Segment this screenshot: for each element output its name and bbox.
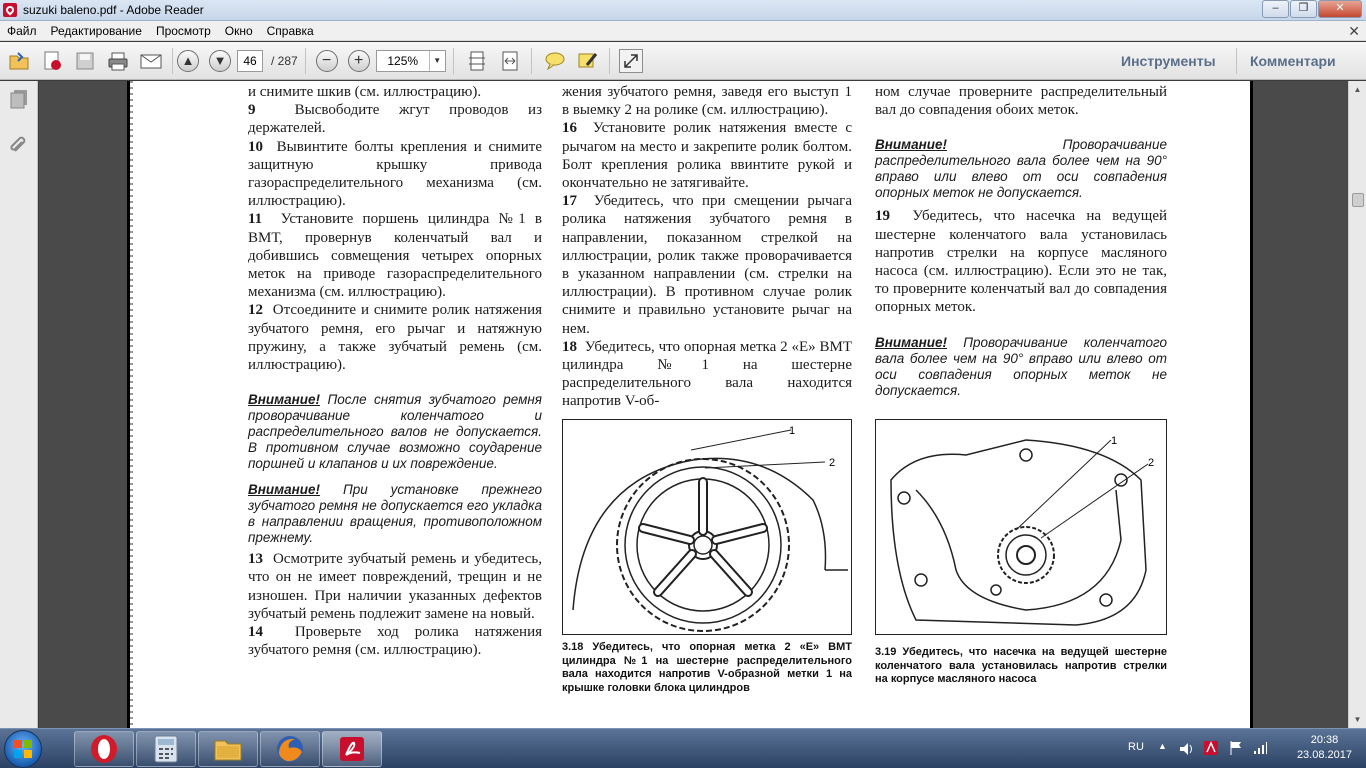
vertical-scrollbar[interactable] xyxy=(1348,81,1366,728)
close-document-icon[interactable]: ✕ xyxy=(1348,23,1360,39)
zoom-select[interactable] xyxy=(376,50,446,72)
scroll-up-icon[interactable]: ▲ xyxy=(1353,85,1362,94)
show-hidden-icons-icon[interactable]: ▲ xyxy=(1158,741,1167,751)
folder-icon xyxy=(213,736,243,762)
text-column-2 xyxy=(562,83,852,411)
warning-note: Внимание! При установке прежнего зубчатого ремня не допускается его укладка в направлении вращения, противоположном прежнему. xyxy=(248,482,542,546)
page-scan-dots xyxy=(130,81,133,728)
fit-page-icon xyxy=(467,50,487,72)
email-button[interactable] xyxy=(137,47,165,75)
menu-help[interactable]: Справка xyxy=(266,23,314,38)
figure-caption: 3.18 Убедитесь, что опорная метка 2 «Е» ВМТ цилиндра №1 на шестерне распределительного вала находится напротив V-образной метки 1 на крышке головки блока цилиндров xyxy=(562,641,852,694)
print-button[interactable] xyxy=(104,47,132,75)
warning-note: Внимание! Проворачивание распределительного вала более чем на 90° вправо или влево от оси совпадения опорных меток не допускается. xyxy=(875,137,1167,201)
window-controls xyxy=(1262,0,1362,18)
scroll-thumb[interactable] xyxy=(1352,193,1364,207)
figure-3-19 xyxy=(875,419,1167,635)
highlight-button[interactable] xyxy=(574,47,602,75)
arrow-up-icon: ▲ xyxy=(181,53,195,68)
system-clock[interactable] xyxy=(1297,733,1352,763)
full-screen-button[interactable] xyxy=(619,49,643,73)
start-button[interactable] xyxy=(4,730,42,768)
paragraph: и снимите шкив (см. иллюстрацию). xyxy=(248,84,482,100)
taskbar-explorer[interactable] xyxy=(198,731,258,767)
spacer xyxy=(248,374,542,392)
zoom-out-button[interactable] xyxy=(316,50,338,72)
paragraph: 18 Убедитесь, что опорная метка 2 «Е» ВМТ цилиндра №1 на шестерне распределительного вала находится напротив V-об- xyxy=(562,338,853,410)
opera-icon xyxy=(89,734,119,764)
print-icon xyxy=(107,51,129,71)
figure-caption: 3.19 Убедитесь, что насечка на ведущей шестерне коленчатого вала установилась напротив стрелки на корпусе масляного насоса xyxy=(875,646,1167,685)
toolbar-separator xyxy=(1236,48,1237,74)
fit-width-icon xyxy=(499,50,521,72)
clock-date: 23.08.2017 xyxy=(1296,749,1352,761)
toolbar-separator xyxy=(305,48,306,74)
window-titlebar xyxy=(0,0,1366,21)
text-column-3 xyxy=(875,83,1167,399)
open-folder-icon xyxy=(8,51,30,71)
adobe-update-icon[interactable] xyxy=(1203,740,1219,756)
spacer xyxy=(875,119,1167,137)
paragraph: ном случае проверните распределительный вал до совпадения обоих меток. xyxy=(875,84,1167,119)
taskbar-adobe-reader[interactable] xyxy=(322,731,382,767)
page-number-input[interactable]: 46 xyxy=(237,50,263,72)
mail-icon xyxy=(140,52,162,70)
paragraph: жения зубчатого ремня, заведя его выступ 1 в выемку 2 на ролике (см. иллюстрацию). xyxy=(562,84,852,119)
calculator-icon xyxy=(153,735,179,763)
figure-label: 2 xyxy=(829,457,836,469)
zoom-in-button[interactable] xyxy=(348,50,370,72)
adobe-reader-icon xyxy=(338,735,366,763)
paperclip-icon[interactable] xyxy=(9,133,29,153)
pdf-page xyxy=(127,81,1253,728)
paragraph: 14 Проверьте ход ролика натяжения зубчатого ремня (см. иллюстрацию). xyxy=(248,624,542,659)
menu-edit[interactable]: Редактирование xyxy=(50,23,142,38)
page-scan-border xyxy=(1250,81,1253,728)
paragraph: 10 Вывинтите болты крепления и снимите защитную крышку привода газораспределительного механизма (см. иллюстрацию). xyxy=(248,138,542,210)
taskbar-calculator[interactable] xyxy=(136,731,196,767)
create-pdf-icon xyxy=(41,50,63,72)
taskbar-opera[interactable] xyxy=(74,731,134,767)
paragraph: 12 Отсоедините и снимите ролик натяжения зубчатого ремня, его рычаг и натяжную пружину, а также зубчатый ремень (см. иллюстрацию). xyxy=(248,302,542,374)
menu-file[interactable]: Файл xyxy=(7,23,37,38)
save-button[interactable] xyxy=(71,47,99,75)
zoom-value: 125% xyxy=(387,53,419,68)
plus-icon: + xyxy=(354,51,364,69)
adobe-reader-icon xyxy=(3,3,17,17)
crankshaft-gear-illustration xyxy=(876,420,1166,634)
main-toolbar xyxy=(0,42,1366,80)
figure-label: 2 xyxy=(1148,457,1155,469)
paragraph: 17 Убедитесь, что при смещении рычага ролика натяжения зубчатого ремня в направлении, показанном стрелкой на иллюстрации, ролик также проворачивается в указанном направлении (см. стрелки на иллюстрации). В противном случае ролик снимите и правильно установите рычаг на нем. xyxy=(562,193,852,337)
taskbar-firefox[interactable] xyxy=(260,731,320,767)
paragraph: 9 Высвободите жгут проводов из держателей. xyxy=(248,102,542,137)
highlight-pen-icon xyxy=(577,51,599,71)
fit-page-button[interactable] xyxy=(463,47,491,75)
network-icon[interactable] xyxy=(1252,740,1268,756)
chevron-down-icon[interactable]: ▼ xyxy=(429,51,445,71)
toolbar-separator xyxy=(453,48,454,74)
figure-label: 1 xyxy=(789,425,796,437)
camshaft-gear-illustration xyxy=(563,420,851,634)
minus-icon: − xyxy=(322,51,332,69)
warning-note: Внимание! После снятия зубчатого ремня проворачивание коленчатого и распределительного валов не допускается. В противном случае возможно соударение поршней и клапанов и их повреждение. xyxy=(248,392,542,472)
document-viewport[interactable] xyxy=(39,81,1348,728)
figure-3-18 xyxy=(562,419,852,635)
volume-icon[interactable] xyxy=(1178,741,1194,757)
next-page-button[interactable] xyxy=(209,50,231,72)
windows-taskbar xyxy=(0,728,1366,768)
menu-bar xyxy=(0,21,1366,41)
fit-width-button[interactable] xyxy=(496,47,524,75)
minimize-button[interactable]: – xyxy=(1262,0,1289,18)
text-column-1 xyxy=(248,83,542,659)
paragraph: 19 Убедитесь, что насечка на ведущей шестерне коленчатого вала установилась напротив стрелки на корпусе масляного насоса (см. иллюстрацию). Если это не так, то проверните коленчатый вал до совпадения опорных меток. xyxy=(875,208,1168,316)
clock-time: 20:38 xyxy=(1310,734,1339,746)
toolbar-separator xyxy=(609,48,610,74)
navigation-panel xyxy=(0,81,38,728)
restore-button[interactable]: ❐ xyxy=(1290,0,1317,18)
close-button[interactable]: ✕ xyxy=(1318,0,1362,18)
menu-window[interactable]: Окно xyxy=(224,23,253,38)
window-title: suzuki baleno.pdf - Adobe Reader xyxy=(23,3,204,17)
previous-page-button[interactable] xyxy=(177,50,199,72)
page-total: / 287 xyxy=(271,53,298,68)
windows-logo-icon xyxy=(13,739,33,759)
arrow-down-icon: ▼ xyxy=(213,53,227,68)
spacer xyxy=(248,472,542,482)
toolbar-separator xyxy=(172,48,173,74)
warning-note: Внимание! Проворачивание коленчатого вала более чем на 90° вправо или влево от оси совпадения опорных меток не допускается. xyxy=(875,334,1167,398)
create-pdf-button[interactable] xyxy=(38,47,66,75)
open-button[interactable] xyxy=(5,47,33,75)
menu-view[interactable]: Просмотр xyxy=(155,23,211,38)
page-thumbnails-icon[interactable] xyxy=(9,89,29,109)
paragraph: 13 Осмотрите зубчатый ремень и убедитесь, что он не имеет повреждений, трещин и не изношен. При наличии указанных дефектов зубчатый ремень подлежит замене на новый. xyxy=(248,551,542,622)
expand-icon xyxy=(623,53,639,69)
firefox-icon xyxy=(275,734,305,764)
tools-link[interactable]: Инструменты xyxy=(1121,53,1216,69)
paragraph: 11 Установите поршень цилиндра №1 в ВМТ, провернув коленчатый вал и добившись совмещения четырех опорных меток на приводе газораспределительного механизма (см. иллюстрацию). xyxy=(248,211,543,301)
comments-link[interactable]: Комментари xyxy=(1250,53,1336,69)
comment-button[interactable] xyxy=(541,47,569,75)
scroll-down-icon[interactable]: ▼ xyxy=(1353,715,1362,724)
language-indicator[interactable]: RU xyxy=(1128,741,1144,753)
save-icon xyxy=(75,51,95,71)
action-center-flag-icon[interactable] xyxy=(1228,740,1244,756)
paragraph: 16 Установите ролик натяжения вместе с рычагом на место и закрепите ролик болтом. Болт крепления ролика ввинтите рукой и окончательно не затягивайте. xyxy=(562,120,852,192)
spacer xyxy=(875,317,1167,335)
comment-icon xyxy=(544,51,566,71)
toolbar-separator xyxy=(531,48,532,74)
figure-label: 1 xyxy=(1111,435,1118,447)
